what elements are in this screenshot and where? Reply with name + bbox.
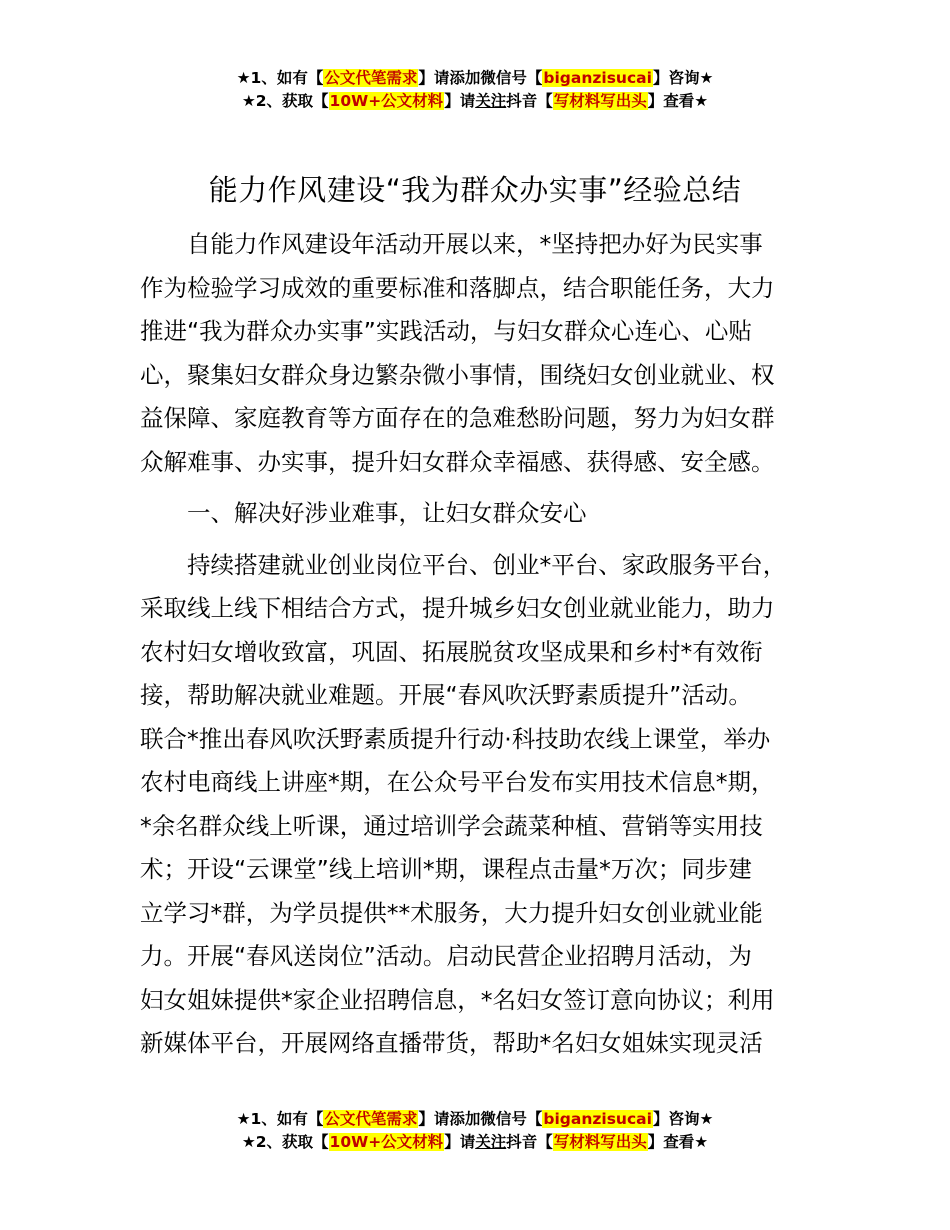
paragraph-line: 作为检验学习成效的重要标准和落脚点，结合职能任务，大力: [140, 273, 775, 302]
banner-text: ★2、获取【: [241, 92, 329, 110]
paragraph-line: 农村妇女增收致富，巩固、拓展脱贫攻坚成果和乡村*有效衔: [140, 637, 763, 666]
banner-text: 】查看★: [647, 1133, 709, 1151]
banner-line-1: [0, 67, 950, 90]
banner-text: 】咨询★: [652, 69, 714, 87]
banner-text: 】查看★: [647, 92, 709, 110]
section-heading: 一、解决好涉业难事，让妇女群众安心: [187, 499, 587, 527]
paragraph-line: 力。开展“春风送岗位”活动。启动民营企业招聘月活动，为: [140, 942, 752, 970]
paragraph-line: 联合*推出春风吹沃野素质提升行动·科技助农线上课堂，举办: [140, 724, 771, 753]
banner-line-1: [0, 1108, 950, 1131]
footer-banner: [0, 1108, 950, 1154]
banner-text: 】请: [444, 1133, 476, 1151]
paragraph-line: 立学习*群，为学员提供**术服务，大力提升妇女创业就业能: [140, 898, 763, 927]
highlight-wechat-id: biganzisucai: [543, 69, 652, 87]
paragraph-line: 推进“我为群众办实事”实践活动，与妇女群众心连心、心贴: [140, 317, 752, 345]
paragraph-line: 术；开设“云课堂”线上培训*期，课程点击量*万次；同步建: [140, 855, 752, 883]
banner-text: 】咨询★: [652, 1110, 714, 1128]
paragraph-line: 持续搭建就业创业岗位平台、创业*平台、家政服务平台，: [187, 550, 787, 579]
highlight-service: 公文代笔需求: [324, 69, 418, 87]
banner-text: ★2、获取【: [241, 1133, 329, 1151]
document-title: 能力作风建设“我为群众办实事”经验总结: [208, 173, 742, 207]
highlight-materials: 10W+公文材料: [329, 1133, 444, 1151]
paragraph-line: 采取线上线下相结合方式，提升城乡妇女创业就业能力，助力: [140, 594, 775, 622]
banner-text: 】请: [444, 92, 476, 110]
banner-text: 抖音【: [506, 1133, 553, 1151]
header-banner: [0, 67, 950, 113]
paragraph-line: 妇女姐妹提供*家企业招聘信息，*名妇女签订意向协议；利用: [140, 985, 775, 1014]
highlight-service: 公文代笔需求: [324, 1110, 418, 1128]
paragraph-line: 新媒体平台，开展网络直播带货，帮助*名妇女姐妹实现灵活: [140, 1029, 763, 1057]
banner-text: 】请添加微信号【: [418, 69, 543, 87]
highlight-materials: 10W+公文材料: [329, 92, 444, 110]
paragraph-line: 自能力作风建设年活动开展以来，*坚持把办好为民实事: [187, 230, 763, 258]
highlight-douyin: 写材料写出头: [553, 92, 647, 110]
banner-text: ★1、如有【: [236, 69, 324, 87]
paragraph-line: *余名群众线上听课，通过培训学会蔬菜种植、营销等实用技: [140, 811, 763, 840]
banner-line-2: [0, 1131, 950, 1154]
paragraph-line: 益保障、家庭教育等方面存在的急难愁盼问题，努力为妇女群: [140, 404, 775, 432]
banner-text: ★1、如有【: [236, 1110, 324, 1128]
underlined-text: 关注: [475, 1133, 507, 1151]
banner-line-2: [0, 90, 950, 113]
underlined-text: 关注: [475, 92, 507, 110]
paragraph-line: 接，帮助解决就业难题。开展“春风吹沃野素质提升”活动。: [140, 681, 752, 709]
highlight-wechat-id: biganzisucai: [543, 1110, 652, 1128]
paragraph-line: 心，聚集妇女群众身边繁杂微小事情，围绕妇女创业就业、权: [140, 360, 775, 389]
banner-text: 抖音【: [506, 92, 553, 110]
highlight-douyin: 写材料写出头: [553, 1133, 647, 1151]
paragraph-line: 众解难事、办实事，提升妇女群众幸福感、获得感、安全感。: [140, 447, 775, 476]
document-body: [140, 223, 830, 1066]
paragraph-line: 农村电商线上讲座*期，在公众号平台发布实用技术信息*期，: [140, 768, 775, 796]
banner-text: 】请添加微信号【: [418, 1110, 543, 1128]
